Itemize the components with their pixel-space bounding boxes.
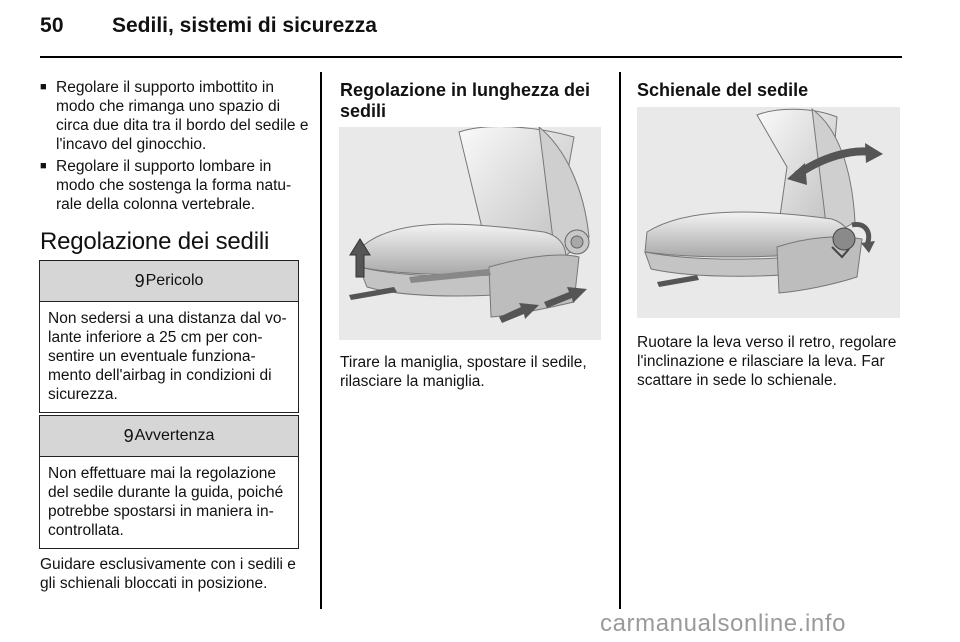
bullet-list xyxy=(40,78,310,217)
column-divider xyxy=(320,72,322,609)
danger-box-header xyxy=(40,261,298,302)
caution-box-text: Non effettuare mai la regolazione del sedile durante la guida, poiché potrebbe spostarsi in maniera in-controllata. xyxy=(48,465,284,539)
list-item-text: Regolare il supporto imbottito in modo che rimanga uno spazio di circa due dita tra il bordo del sedile e l'incavo del ginocchio. xyxy=(56,79,309,153)
section-heading: Regolazione dei sedili xyxy=(40,228,270,255)
body-paragraph: Guidare esclusivamente con i sedili e gli schienali bloccati in posizione. xyxy=(40,556,296,592)
danger-box-text: Non sedersi a una distanza dal vo-lante inferiore a 25 cm per con-sentire un eventuale funziona-mento dell'airbag in condizioni di sicurezza. xyxy=(48,310,287,403)
seat-length-svg xyxy=(339,127,601,340)
column-divider xyxy=(619,72,621,609)
seat-length-heading: Regolazione in lunghezza dei sedili xyxy=(340,80,591,121)
seat-length-adjustment-illustration xyxy=(339,127,601,340)
danger-box-title: Pericolo xyxy=(145,272,204,289)
seat-backrest-adjustment-illustration xyxy=(637,107,900,318)
list-item-text: Regolare il supporto lombare in modo che sostenga la forma natu-rale della colonna vertebrale. xyxy=(56,158,292,213)
header-divider xyxy=(40,56,902,58)
caution-box-header xyxy=(40,416,298,457)
list-item xyxy=(40,78,310,154)
chapter-title: Sedili, sistemi di sicurezza xyxy=(112,14,377,37)
watermark: carmanualsonline.info xyxy=(600,610,847,637)
caution-box xyxy=(39,415,299,549)
danger-box xyxy=(39,260,299,413)
list-item xyxy=(40,157,310,214)
backrest-heading: Schienale del sedile xyxy=(637,80,809,100)
bullet-icon: ■ xyxy=(40,160,47,172)
seat-length-caption: Tirare la maniglia, spostare il sedile, rilasciare la maniglia. xyxy=(340,354,587,390)
warning-triangle-icon: 9 xyxy=(123,425,134,446)
backrest-caption: Ruotare la leva verso il retro, regolare l'inclinazione e rilasciare la leva. Far scattare in sede lo schienale. xyxy=(637,334,897,389)
caution-box-title: Avvertenza xyxy=(134,427,215,444)
page-number: 50 xyxy=(40,14,64,37)
backrest-svg xyxy=(637,107,900,318)
bullet-icon: ■ xyxy=(40,81,47,93)
warning-triangle-icon: 9 xyxy=(134,270,145,291)
